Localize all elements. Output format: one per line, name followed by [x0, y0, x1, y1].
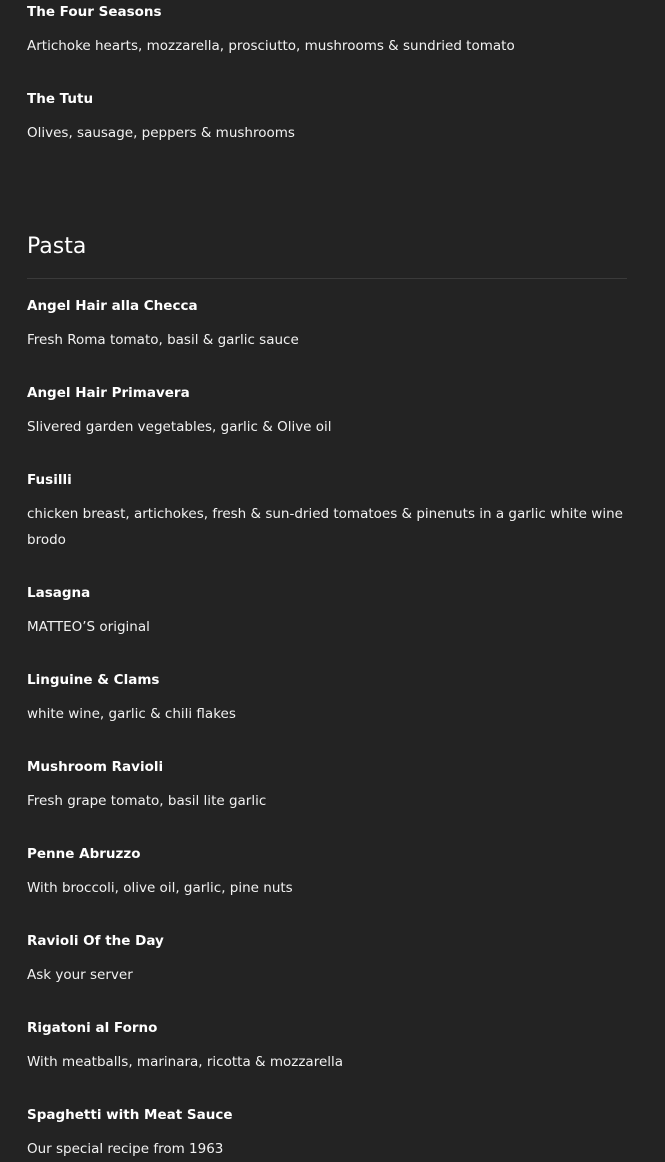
menu-item-tutu	[27, 87, 627, 146]
menu-item-description: Fresh Roma tomato, basil & garlic sauce	[27, 332, 299, 348]
menu-item-name: Rigatoni al Forno	[27, 1020, 158, 1036]
menu-item-name: Linguine & Clams	[27, 672, 160, 688]
menu-item-description: Our special recipe from 1963	[27, 1141, 224, 1157]
menu-item-ravioli-of-the-day	[27, 929, 627, 988]
menu-item-four-seasons	[27, 0, 627, 59]
menu-item-description: Ask your server	[27, 967, 133, 983]
menu-item-name: Angel Hair Primavera	[27, 385, 190, 401]
menu-item-description: white wine, garlic & chili flakes	[27, 706, 236, 722]
menu-item-fusilli	[27, 468, 627, 553]
menu-item-name: The Four Seasons	[27, 4, 162, 20]
menu-item-rigatoni-al-forno	[27, 1016, 627, 1075]
menu-item-description: Fresh grape tomato, basil lite garlic	[27, 793, 267, 809]
menu-item-description: Olives, sausage, peppers & mushrooms	[27, 125, 295, 141]
menu-item-description: With meatballs, marinara, ricotta & mozzarella	[27, 1054, 344, 1070]
menu-item-angel-hair-checca	[27, 294, 627, 353]
menu-item-linguine-clams	[27, 668, 627, 727]
menu-item-penne-abruzzo	[27, 842, 627, 901]
menu-item-name: Spaghetti with Meat Sauce	[27, 1107, 233, 1123]
section-divider	[27, 278, 627, 279]
menu-item-name: Mushroom Ravioli	[27, 759, 164, 775]
menu-item-angel-hair-primavera	[27, 381, 627, 440]
menu-item-description: MATTEO’S original	[27, 619, 150, 635]
section-title-pasta: Pasta	[27, 234, 87, 259]
menu-item-mushroom-ravioli	[27, 755, 627, 814]
menu-item-description: Slivered garden vegetables, garlic & Olive oil	[27, 419, 332, 435]
menu-item-spaghetti-meat-sauce	[27, 1103, 627, 1162]
menu-item-name: Ravioli Of the Day	[27, 933, 164, 949]
menu-item-name: Fusilli	[27, 472, 72, 488]
menu-item-lasagna	[27, 581, 627, 640]
menu-item-name: The Tutu	[27, 91, 94, 107]
menu-item-description: chicken breast, artichokes, fresh & sun-dried tomatoes & pinenuts in a garlic white wine brodo	[27, 506, 623, 548]
menu-item-name: Penne Abruzzo	[27, 846, 141, 862]
menu-item-name: Lasagna	[27, 585, 91, 601]
menu-item-description: Artichoke hearts, mozzarella, prosciutto, mushrooms & sundried tomato	[27, 38, 515, 54]
menu-item-description: With broccoli, olive oil, garlic, pine nuts	[27, 880, 293, 896]
menu-item-name: Angel Hair alla Checca	[27, 298, 198, 314]
